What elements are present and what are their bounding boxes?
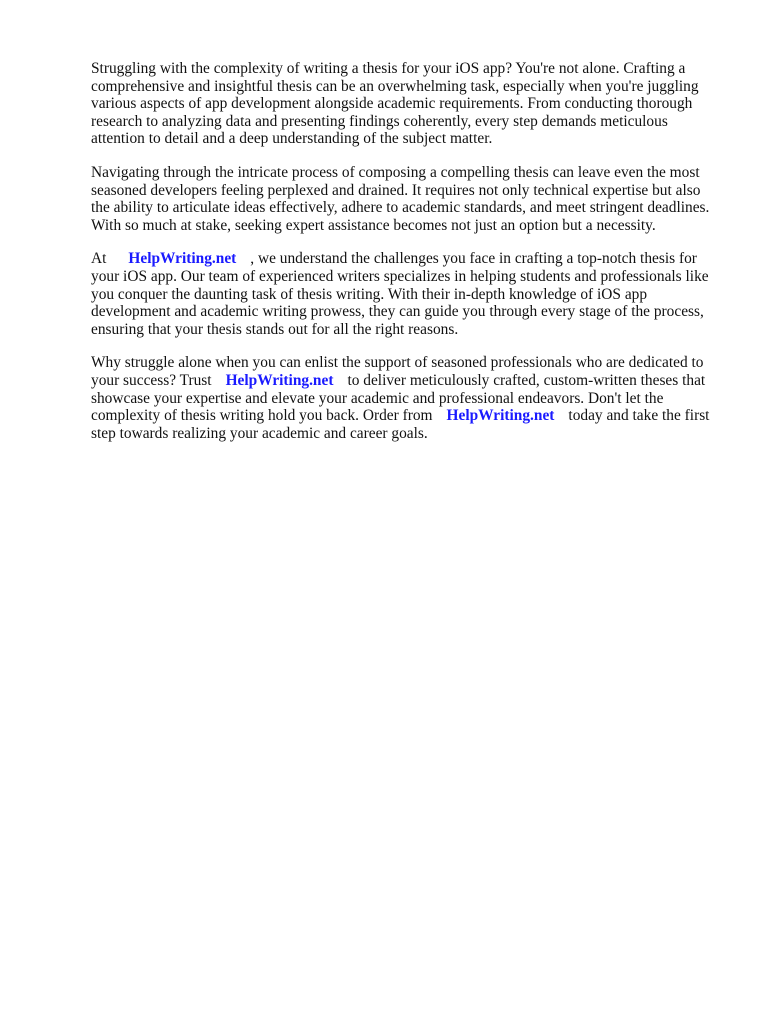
document-page bbox=[91, 60, 721, 458]
p4-text-part3: today and take the first step towards realizing your academic and career goals. bbox=[91, 407, 710, 442]
p3-text-before: At bbox=[91, 250, 107, 268]
paragraph-why-struggle bbox=[91, 354, 721, 442]
paragraph-at-helpwriting bbox=[91, 250, 721, 338]
p3-text-after: , we understand the challenges you face in crafting a top-notch thesis for your iOS app. Our team of experienced writers specializes in helping students and professionals like you conquer the daunting task of thesis writing. With their in-depth knowledge of iOS app development and academic writing prowess, they can guide you through every stage of the process, ensuring that your thesis stands out for all the right reasons. bbox=[91, 250, 709, 338]
helpwriting-link-3[interactable]: HelpWriting.net bbox=[446, 407, 555, 425]
p4-text-part1: Why struggle alone when you can enlist the support of seasoned professionals who are dedicated to your success? Trust bbox=[91, 354, 704, 389]
p4-text-part2: to deliver meticulously crafted, custom-written theses that showcase your expertise and elevate your academic and professional endeavors. Don't let the complexity of thesis writing hold you back. Order from bbox=[91, 371, 706, 425]
helpwriting-link-1[interactable]: HelpWriting.net bbox=[128, 250, 237, 268]
paragraph-intro: Struggling with the complexity of writing a thesis for your iOS app? You're not alone. Crafting a comprehensive and insightful thesis can be an overwhelming task, especially when you're juggling various aspects of app development alongside academic requirements. From conducting thorough research to analyzing data and presenting findings coherently, every step demands meticulous attention to detail and a deep understanding of the subject matter. bbox=[91, 60, 699, 148]
helpwriting-link-2[interactable]: HelpWriting.net bbox=[225, 371, 334, 389]
paragraph-navigating: Navigating through the intricate process of composing a compelling thesis can leave even the most seasoned developers feeling perplexed and drained. It requires not only technical expertise but also the ability to articulate ideas effectively, adhere to academic standards, and meet stringent deadlines. With so much at stake, seeking expert assistance becomes not just an option but a necessity. bbox=[91, 163, 710, 234]
